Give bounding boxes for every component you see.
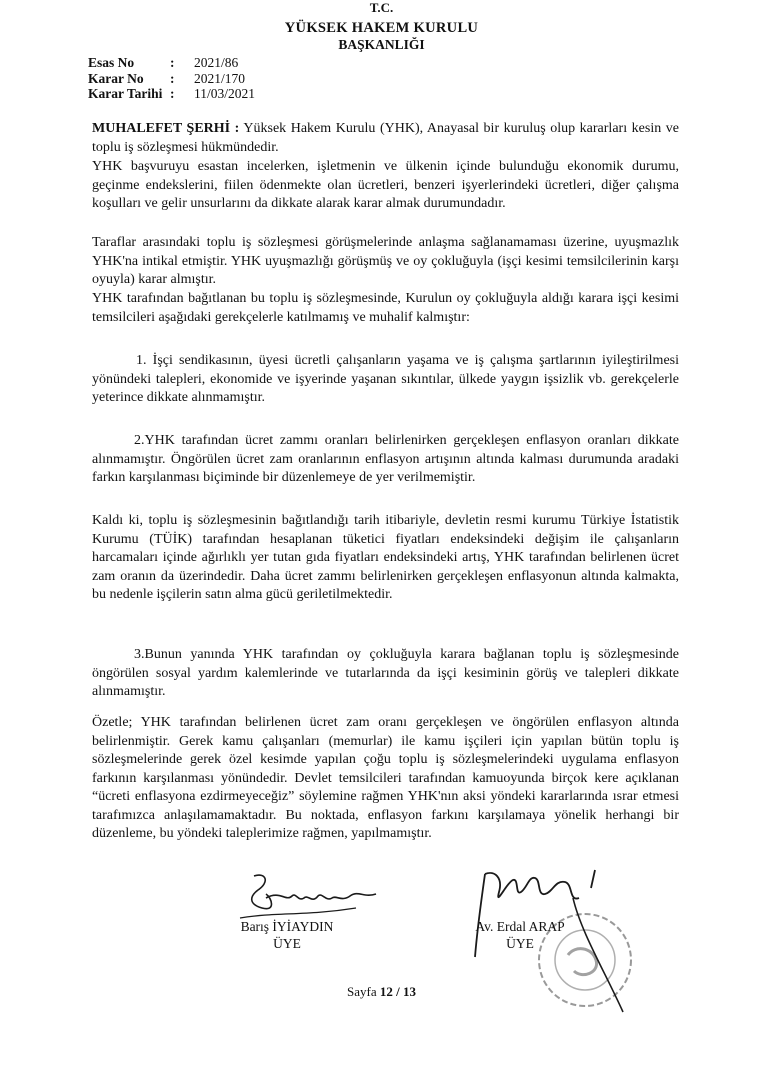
page-number xyxy=(0,984,763,1000)
meta-label: Karar Tarihi xyxy=(88,86,163,101)
paragraph-text: YHK tarafından bağıtlanan bu toplu iş sözleşmesinde, Kurulun oy çokluğuyla aldığı karara işçi kesimi temsilcileri aşağıdaki gerekçelerle katılmamış ve muhalif kalmıştır: xyxy=(92,291,679,325)
header-subtitle: BAŞKANLIĞI xyxy=(338,37,425,52)
paragraph-text: 1. İşçi sendikasının, üyesi ücretli çalışanların yaşama ve iş çalışma şartlarının iyileştirilmesi yönündeki talepleri, ekonomide ve işyerinde yaşanan sıkıntılar, ülkede yaygın işsizlik vb. gerekçelerle yeterince dikkate alınmamıştır. xyxy=(92,353,679,405)
paragraph-4 xyxy=(92,290,679,327)
paragraph-text: Taraflar arasındaki toplu iş sözleşmesi görüşmelerinde anlaşma sağlanamaması üzerine, uyuşmazlık YHK'na intikal etmiştir. YHK uyuşmazlığı görüşmüş ve oy çokluğuyla (işçi kesimi temsilcilerinin karşı oyuyla) karar almıştır. xyxy=(92,235,679,287)
meta-colon: : xyxy=(170,86,175,101)
paragraph-5 xyxy=(92,512,679,605)
paragraph-text: 2.YHK tarafından ücret zammı oranları belirlenirken gerçekleşen enflasyon oranları dikkate alınmamıştır. Öngörülen ücret zam oranlarının enflasyon artışının altında kalması durumunda aradaki farkın karşılanması biçiminde bir düzenlemeye de yer verilmemiştir. xyxy=(92,433,679,485)
paragraph-intro xyxy=(92,120,679,157)
signer-role: ÜYE xyxy=(273,936,301,951)
list-item-3 xyxy=(92,646,679,702)
header-title: YÜKSEK HAKEM KURULU xyxy=(284,20,479,36)
paragraph-3 xyxy=(92,234,679,290)
meta-colon: : xyxy=(170,55,175,70)
paragraph-text: YHK başvuruyu esastan incelerken, işletmenin ve ülkenin içinde bulunduğu ekonomik durumu, geçinme endekslerini, fiilen ödenmekte olan ücretleri, benzeri işyerlerindeki ücretleri, diğer çalışma koşulları ve gelir unsurlarını da dikkate alarak karar almak durumundadır. xyxy=(92,159,679,211)
paragraph-text: 3.Bunun yanında YHK tarafından oy çokluğuyla karara bağlanan toplu iş sözleşmesinde öngörülen sosyal yardım kalemlerinde ve tutarlarında da işçi kesiminin görüş ve talepleri dikkate alınmamıştır. xyxy=(92,647,679,699)
meta-value: 2021/170 xyxy=(194,70,246,86)
paragraph-6 xyxy=(92,714,679,844)
signer-name: Av. Erdal ARAP xyxy=(475,919,565,934)
page-label: Sayfa xyxy=(347,984,377,999)
header-tc: T.C. xyxy=(369,0,394,15)
paragraph-text: Kaldı ki, toplu iş sözleşmesinin bağıtlandığı tarih itibariyle, devletin resmi kurumu Türkiye İstatistik Kurumu (TÜİK) tarafından hesaplanan tüketici fiyatları endeksindeki değişim ile çalışanların harcamaları içinde ağırlıklı yer tutan gıda fiyatları endeksindeki artış, YHK tarafından belirlenen ücret zam oranın da üzerindedir. Daha ücret zammı belirlenirken gerçekleşen enflasyonun altında kalmakta, bu nedenle işçilerin satın alma gücü geriletilmektedir. xyxy=(92,513,679,602)
meta-colon: : xyxy=(170,70,175,86)
signer-role: ÜYE xyxy=(506,936,534,951)
dissent-heading: MUHALEFET ŞERHİ : xyxy=(92,121,240,136)
paragraph-text: Yüksek Hakem Kurulu (YHK), Anayasal bir kuruluş olup kararları kesin ve toplu iş sözleşmesi hükmündedir. xyxy=(92,121,679,155)
meta-row-tarih xyxy=(88,86,255,102)
signer-name: Barış İYİAYDIN xyxy=(240,919,334,934)
case-meta xyxy=(88,55,255,102)
paragraph-text: Özetle; YHK tarafından belirlenen ücret zam oranı gerçekleşen ve öngörülen enflasyon altında belirlenmiştir. Gerek kamu çalışanları (memurlar) ile kamu işçileri için yapılan bütün toplu iş sözleşmelerinde gerek özel kesimde yapılan çoğu toplu iş sözleşmelerindeki uygulama enflasyon farkının karşılanması yönündedir. Devlet temsilcileri tarafından kamuoyunda birçok kere açıklanan “ücreti enflasyona ezdirmeyeceğiz” söylemine rağmen YHK'nın aksi yöndeki kararlarında ısrar etmesi tarafımızca anlaşılamamaktadır. Bu noktada, enflasyon farkını karşılamaya yönelik herhangi bir düzenleme, bu yöndeki taleplerimize rağmen, yapılmamıştır. xyxy=(92,715,679,841)
meta-row-karar xyxy=(88,71,255,87)
signature-block-right xyxy=(450,918,590,952)
meta-value: 11/03/2021 xyxy=(194,86,256,101)
meta-label: Karar No xyxy=(88,70,144,86)
list-item-2 xyxy=(92,432,679,488)
signature-block-left xyxy=(222,918,352,952)
page-count: 12 / 13 xyxy=(379,984,416,999)
paragraph-2 xyxy=(92,158,679,214)
meta-value: 2021/86 xyxy=(194,55,239,70)
meta-label: Esas No xyxy=(88,55,135,70)
meta-row-esas xyxy=(88,55,255,71)
list-item-1 xyxy=(92,352,679,408)
